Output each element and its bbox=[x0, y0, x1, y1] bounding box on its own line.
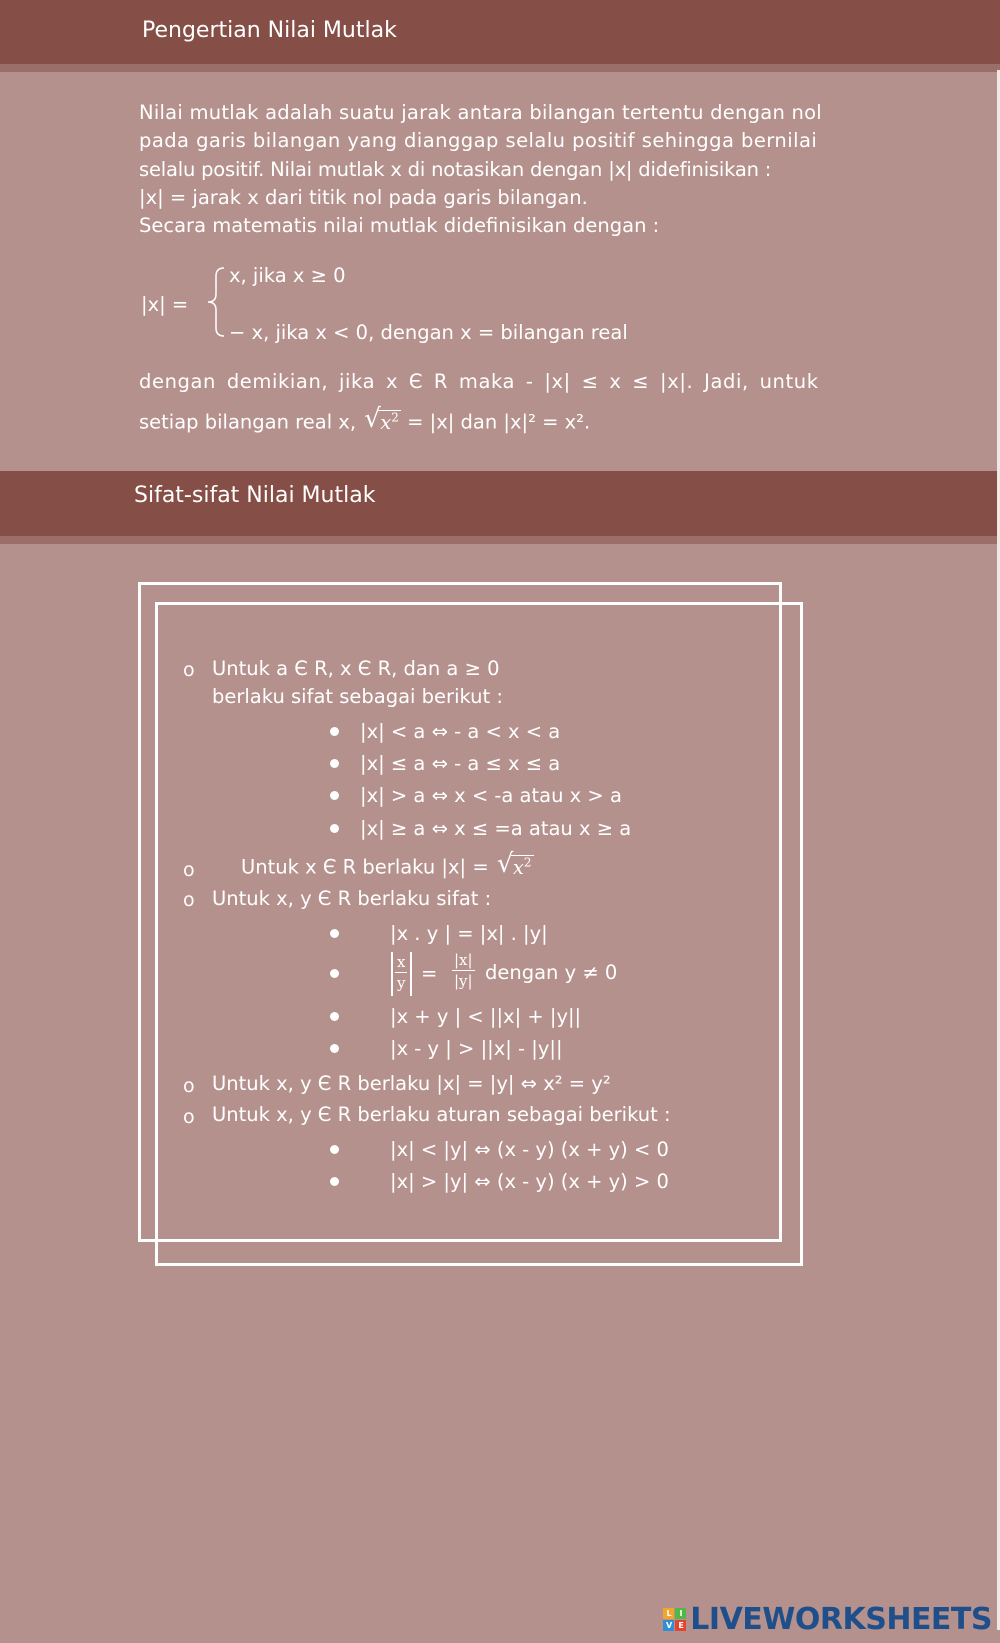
header-shade bbox=[0, 64, 1000, 72]
bullet-dot-icon bbox=[330, 824, 339, 833]
fraction-abs-x-over-abs-y: $\frac{|x|}{|y|}$ bbox=[453, 951, 473, 990]
bullet-circle-icon: o bbox=[183, 859, 195, 881]
bullet-circle-icon: o bbox=[183, 889, 195, 911]
group3-item-3: |x + y | < ||x| + |y|| bbox=[390, 1005, 582, 1028]
group4-line: Untuk x, y Є R berlaku |x| = |y| ⇔ x² = y² bbox=[212, 1072, 611, 1095]
bullet-dot-icon bbox=[330, 969, 339, 978]
liveworksheets-watermark bbox=[663, 1602, 992, 1637]
bullet-dot-icon bbox=[330, 929, 339, 938]
group1-item: |x| ≥ a ⇔ x ≤ =a atau x ≥ a bbox=[360, 817, 632, 840]
section1-title: Pengertian Nilai Mutlak bbox=[142, 18, 397, 43]
bullet-circle-icon: o bbox=[183, 1075, 195, 1097]
conclusion-line-1: dengan demikian, jika x Є R maka - |x| ≤ x ≤ |x|. Jadi, untuk bbox=[139, 370, 819, 393]
group1-line-2: berlaku sifat sebagai berikut : bbox=[212, 685, 503, 708]
equals-sign: = bbox=[421, 962, 438, 985]
bullet-circle-icon: o bbox=[183, 1106, 195, 1128]
group3-line: Untuk x, y Є R berlaku sifat : bbox=[212, 887, 492, 910]
sqrt-x-squared: √ $x^2$ bbox=[496, 849, 532, 879]
group5-line: Untuk x, y Є R berlaku aturan sebagai berikut : bbox=[212, 1103, 671, 1126]
brace-icon bbox=[204, 266, 226, 338]
para-line-3: selalu positif. Nilai mutlak x di notasikan dengan |x| didefinisikan : bbox=[139, 158, 772, 181]
bullet-dot-icon bbox=[330, 1145, 339, 1154]
def-lhs: |x| = bbox=[141, 293, 189, 316]
sqrt-x-squared: √ $x^2$ bbox=[364, 404, 399, 434]
radical-icon: √ bbox=[496, 849, 514, 879]
group1-item: |x| > a ⇔ x < -a atau x > a bbox=[360, 784, 622, 807]
bullet-dot-icon bbox=[330, 791, 339, 800]
group3-item-2-tail: dengan y ≠ 0 bbox=[485, 961, 618, 984]
section2-title: Sifat-sifat Nilai Mutlak bbox=[134, 483, 376, 508]
group1-line-1: Untuk a Є R, x Є R, dan a ≥ 0 bbox=[212, 657, 500, 680]
conclusion-line-2-end: = |x| dan |x|² = x². bbox=[407, 410, 591, 434]
fraction-x-over-y: $\frac{x}{y}$ bbox=[396, 953, 406, 992]
group2-line: Untuk x Є R berlaku |x| = √ $x^2$ bbox=[241, 849, 532, 879]
para-line-1: Nilai mutlak adalah suatu jarak antara bilangan tertentu dengan nol bbox=[139, 101, 822, 124]
abs-bar-left bbox=[391, 952, 393, 996]
bullet-dot-icon bbox=[330, 1012, 339, 1021]
para-line-4: |x| = jarak x dari titik nol pada garis bilangan. bbox=[139, 186, 588, 209]
group1-item: |x| < a ⇔ - a < x < a bbox=[360, 720, 561, 743]
group5-item: |x| > |y| ⇔ (x - y) (x + y) > 0 bbox=[390, 1170, 669, 1193]
header-shade bbox=[0, 536, 1000, 544]
group5-item: |x| < |y| ⇔ (x - y) (x + y) < 0 bbox=[390, 1138, 669, 1161]
bullet-dot-icon bbox=[330, 1177, 339, 1186]
para-line-5: Secara matematis nilai mutlak didefinisikan dengan : bbox=[139, 214, 660, 237]
liveworksheets-logo-icon: L I V E bbox=[663, 1608, 686, 1631]
bullet-dot-icon bbox=[330, 727, 339, 736]
group1-item: |x| ≤ a ⇔ - a ≤ x ≤ a bbox=[360, 752, 561, 775]
radical-icon: √ bbox=[364, 404, 381, 434]
bullet-dot-icon bbox=[330, 1044, 339, 1053]
para-line-2: pada garis bilangan yang dianggap selalu positif sehingga bernilai bbox=[139, 129, 818, 152]
group3-item-1: |x . y | = |x| . |y| bbox=[390, 922, 548, 945]
watermark-text: LIVEWORKSHEETS bbox=[690, 1602, 992, 1637]
bullet-circle-icon: o bbox=[183, 659, 195, 681]
conclusion-line-2 bbox=[139, 404, 591, 434]
bullet-dot-icon bbox=[330, 759, 339, 768]
def-case-1: x, jika x ≥ 0 bbox=[229, 264, 346, 287]
group3-item-4: |x - y | > ||x| - |y|| bbox=[390, 1037, 563, 1060]
conclusion-line-2-start: setiap bilangan real x, bbox=[139, 410, 357, 434]
abs-bar-right bbox=[410, 952, 412, 996]
def-case-2: − x, jika x < 0, dengan x = bilangan real bbox=[229, 321, 628, 344]
